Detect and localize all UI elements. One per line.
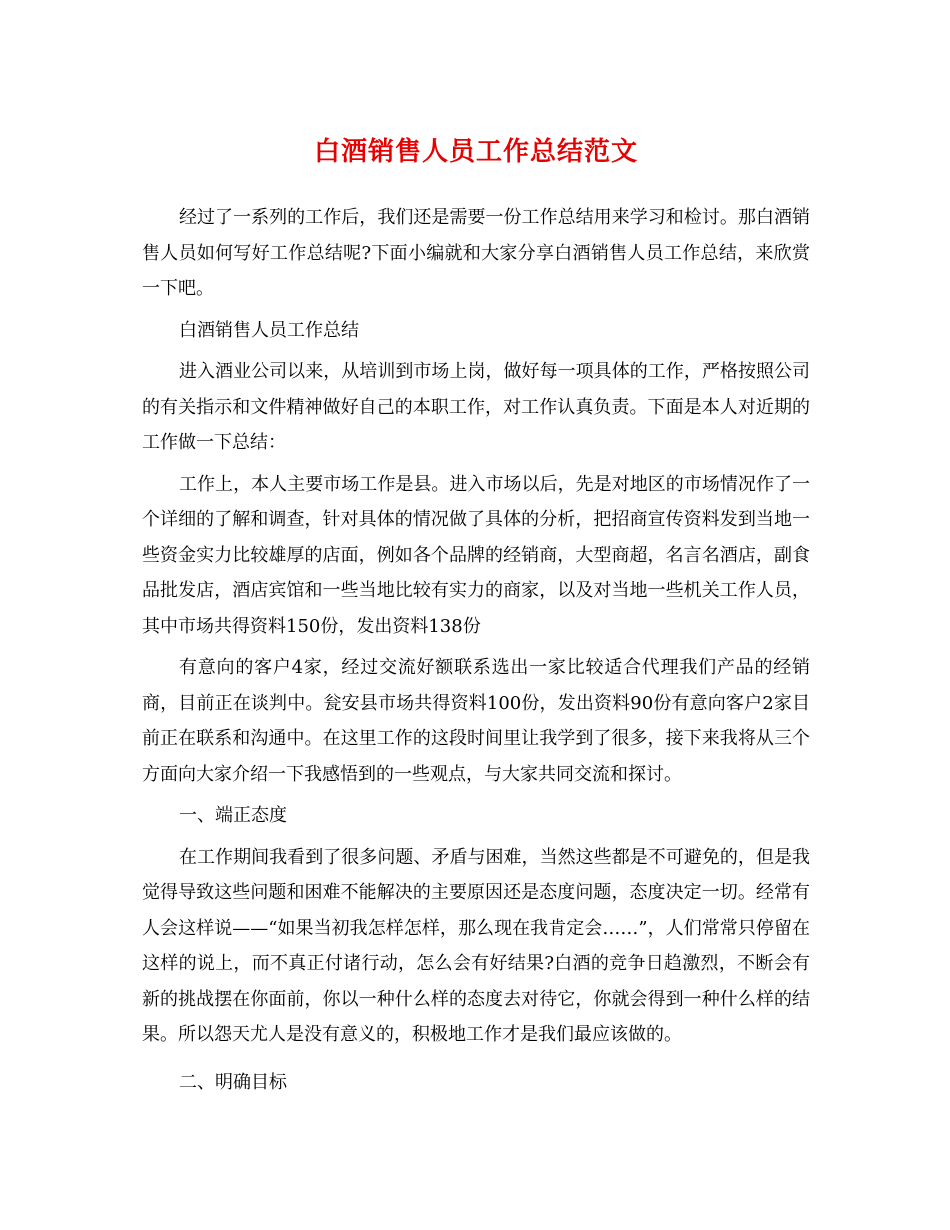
document-body [142,200,810,1100]
paragraph-market-work: 工作上，本人主要市场工作是县。进入市场以后，先是对地区的市场情况作了一个详细的了解和调查，针对具体的情况做了具体的分析，把招商宣传资料发到当地一些资金实力比较雄厚的店面，例如各个品牌的经销商，大型商超，名言名酒店，副食品批发店，酒店宾馆和一些当地比较有实力的商家，以及对当地一些机关工作人员，其中市场共得资料150份，发出资料138份 [142,473,810,637]
paragraph-clients: 有意向的客户4家，经过交流好额联系选出一家比较适合代理我们产品的经销商，目前正在谈判中。瓮安县市场共得资料100份，发出资料90份有意向客户2家目前正在联系和沟通中。在这里工作的这段时间里让我学到了很多，接下来我将从三个方面向大家介绍一下我感悟到的一些观点，与大家共同交流和探讨。 [142,657,810,785]
paragraph-attitude: 在工作期间我看到了很多问题、矛盾与困难，当然这些都是不可避免的，但是我觉得导致这些问题和困难不能解决的主要原因还是态度问题，态度决定一切。经常有人会这样说——“如果当初我怎样怎样，那么现在我肯定会……”，人们常常只停留在这样的说上，而不真正付诸行动，怎么会有好结果?白酒的竞争日趋激烈，不断会有新的挑战摆在你面前，你以一种什么样的态度去对待它，你就会得到一种什么样的结果。所以怨天尤人是没有意义的，积极地工作才是我们最应该做的。 [142,846,810,1045]
paragraph-intro: 经过了一系列的工作后，我们还是需要一份工作总结用来学习和检讨。那白酒销售人员如何写好工作总结呢?下面小编就和大家分享白酒销售人员工作总结，来欣赏一下吧。 [142,207,810,299]
section-heading-goals: 二、明确目标 [179,1071,287,1093]
section-heading-summary: 白酒销售人员工作总结 [179,319,359,341]
section-heading-attitude: 一、端正态度 [179,805,287,826]
document-title: 白酒销售人员工作总结范文 [313,137,638,167]
paragraph-joining: 进入酒业公司以来，从培训到市场上岗，做好每一项具体的工作，严格按照公司的有关指示和文件精神做好自己的本职工作，对工作认真负责。下面是本人对近期的工作做一下总结： [142,361,810,453]
